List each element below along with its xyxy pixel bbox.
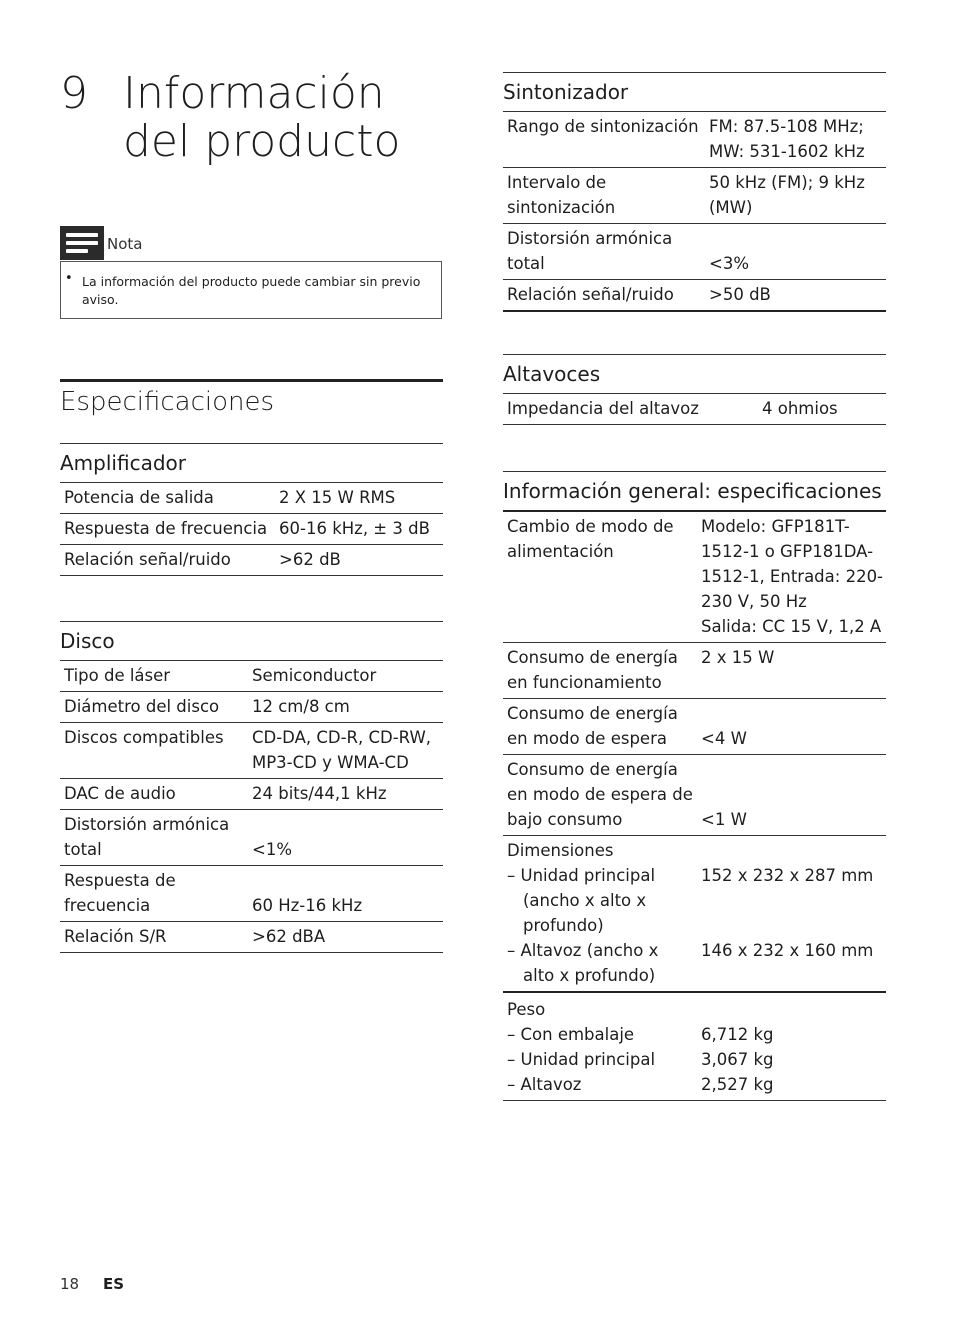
spec-value: Semiconductor: [252, 666, 377, 685]
spec-value: 6,712 kg: [701, 1025, 774, 1044]
spec-value: 12 cm/8 cm: [252, 697, 350, 716]
table-row: [60, 692, 443, 723]
spec-value: 3,067 kg: [701, 1050, 774, 1069]
spec-key: Consumo de energía en funcionamiento: [507, 648, 678, 692]
spec-value: 50 kHz (FM); 9 kHz (MW): [709, 173, 865, 217]
note-icon: [60, 226, 104, 260]
table-row: [60, 545, 443, 576]
note-bullet: •: [65, 271, 73, 286]
spec-key: Dimensiones: [507, 841, 614, 860]
spec-value: Modelo: GFP181T-1512-1 o GFP181DA-1512-1, Entrada: 220-230 V, 50 Hz Salida: CC 15 V, 1,2 A: [701, 517, 884, 636]
spec-key: Relación S/R: [64, 927, 167, 946]
spec-key: – Altavoz: [507, 1075, 582, 1094]
table-row: [503, 112, 886, 168]
sintonizador-title: Sintonizador: [503, 72, 886, 112]
spec-value: <4 W: [701, 729, 747, 748]
table-row: [503, 168, 886, 224]
spec-value: 2 x 15 W: [701, 648, 775, 667]
spec-value: 2,527 kg: [701, 1075, 774, 1094]
spec-value: >50 dB: [709, 285, 771, 304]
amplificador-table: [60, 443, 443, 576]
table-row: [60, 810, 443, 866]
spec-key: Impedancia del altavoz: [507, 399, 699, 418]
spec-value: 24 bits/44,1 kHz: [252, 784, 387, 803]
spec-value: <1%: [252, 840, 293, 859]
table-row: [503, 280, 886, 312]
disco-table: [60, 621, 443, 953]
table-row: [503, 394, 886, 425]
spec-key: Consumo de energía en modo de espera de bajo consumo: [507, 760, 693, 829]
note-label: Nota: [107, 235, 143, 253]
spec-key: Diámetro del disco: [64, 697, 220, 716]
spec-key: Relación señal/ruido: [64, 550, 231, 569]
spec-key: Tipo de láser: [64, 666, 171, 685]
spec-key: – Altavoz (ancho x alto x profundo): [507, 941, 659, 985]
chapter-title: Información del producto: [123, 68, 401, 167]
spec-value: 2 X 15 W RMS: [279, 488, 396, 507]
spec-key: – Con embalaje: [507, 1025, 635, 1044]
disco-title: Disco: [60, 621, 443, 661]
note-text: La información del producto puede cambiar sin previo aviso.: [82, 274, 421, 307]
table-row: [60, 922, 443, 953]
spec-value: 146 x 232 x 160 mm: [701, 941, 874, 960]
spec-key: Intervalo de sintonización: [507, 173, 616, 217]
spec-key: Distorsión armónica total: [64, 815, 230, 859]
spec-key: Discos compatibles: [64, 728, 224, 747]
table-row: [60, 866, 443, 922]
table-row: [503, 512, 886, 643]
spec-value: <3%: [709, 254, 750, 273]
table-row: [503, 755, 886, 836]
table-row: [60, 514, 443, 545]
table-row: [503, 993, 886, 1101]
spec-value: FM: 87.5-108 MHz; MW: 531-1602 kHz: [709, 117, 865, 161]
table-row: [60, 483, 443, 514]
spec-key: Distorsión armónica total: [507, 229, 673, 273]
spec-value: 60-16 kHz, ± 3 dB: [279, 519, 430, 538]
general-table: [503, 471, 886, 1101]
spec-key: Peso: [507, 1000, 546, 1019]
table-row: [60, 723, 443, 779]
spec-key: – Unidad principal (ancho x alto x profundo): [507, 866, 656, 935]
amplificador-title: Amplificador: [60, 443, 443, 483]
table-row: [503, 836, 886, 993]
section-title: Especificaciones: [60, 387, 275, 417]
spec-key: – Unidad principal: [507, 1050, 656, 1069]
table-row: [60, 661, 443, 692]
general-title: Información general: especificaciones: [503, 471, 886, 512]
spec-key: DAC de audio: [64, 784, 176, 803]
spec-key: Relación señal/ruido: [507, 285, 674, 304]
chapter-number: 9: [60, 68, 88, 119]
spec-key: Consumo de energía en modo de espera: [507, 704, 678, 748]
altavoces-table: [503, 354, 886, 425]
spec-value: 4 ohmios: [762, 399, 838, 418]
spec-value: 60 Hz-16 kHz: [252, 896, 363, 915]
table-row: [503, 699, 886, 755]
table-row: [503, 224, 886, 280]
spec-value: 152 x 232 x 287 mm: [701, 866, 874, 885]
spec-key: Respuesta de frecuencia: [64, 519, 268, 538]
spec-key: Respuesta de frecuencia: [64, 871, 176, 915]
spec-value: >62 dBA: [252, 927, 326, 946]
spec-key: Cambio de modo de alimentación: [507, 517, 674, 561]
spec-value: CD-DA, CD-R, CD-RW, MP3-CD y WMA-CD: [252, 728, 432, 772]
spec-value: <1 W: [701, 810, 747, 829]
spec-key: Potencia de salida: [64, 488, 214, 507]
language-code: ES: [103, 1275, 125, 1293]
table-row: [60, 779, 443, 810]
altavoces-title: Altavoces: [503, 354, 886, 394]
spec-value: >62 dB: [279, 550, 341, 569]
table-row: [503, 643, 886, 699]
page-number: 18: [60, 1275, 80, 1293]
spec-key: Rango de sintonización: [507, 117, 699, 136]
sintonizador-table: [503, 72, 886, 312]
section-rule: [60, 379, 443, 382]
